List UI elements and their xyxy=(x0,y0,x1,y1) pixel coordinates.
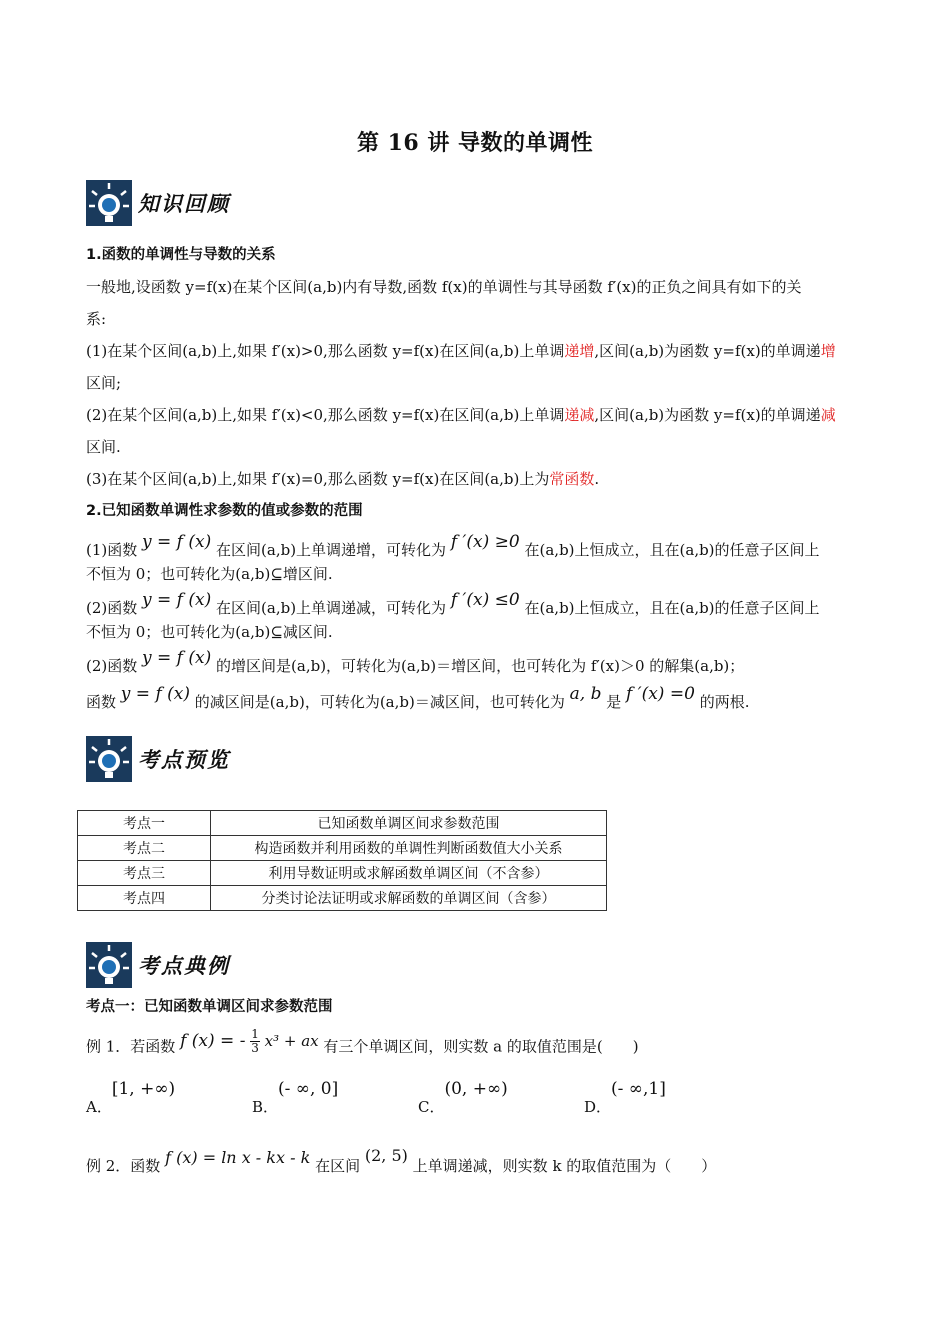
table-cell: 考点三 xyxy=(78,861,211,886)
highlight-text: 递增 xyxy=(564,342,595,360)
text-span: 的增区间是(a,b)，可转化为(a,b)＝增区间，也可转化为 f′(x)＞0 的解集(a,b)； xyxy=(216,657,745,675)
paragraph-line xyxy=(86,532,820,560)
highlight-text: 减 xyxy=(820,406,836,424)
table-cell: 分类讨论法证明或求解函数的单调区间（含参） xyxy=(211,886,607,911)
text-span: 例 2．函数 xyxy=(86,1157,161,1175)
section-heading: 1.函数的单调性与导数的关系 xyxy=(86,247,276,263)
option-c[interactable] xyxy=(418,1079,508,1116)
text-span: 在(a,b)上恒成立，且在(a,b)的任意子区间上 xyxy=(524,599,820,617)
paragraph-line xyxy=(86,469,599,489)
highlight-text: 常函数 xyxy=(549,470,595,488)
paragraph-line xyxy=(86,341,836,361)
table-cell: 考点四 xyxy=(78,886,211,911)
table-cell: 构造函数并利用函数的单调性判断函数值大小关系 xyxy=(211,836,607,861)
paragraph-line: 区间; xyxy=(86,374,122,392)
section-heading: 考点一：已知函数单调区间求参数范围 xyxy=(86,999,333,1015)
formula: x³ + ax xyxy=(264,1031,319,1050)
formula: y = f (x) xyxy=(142,590,212,610)
paragraph-line: 一般地,设函数 y=f(x)在某个区间(a,b)内有导数,函数 f(x)的单调性与其导函数 f′(x)的正负之间具有如下的关 xyxy=(86,278,802,296)
text-span: 函数 xyxy=(86,693,117,711)
option-b[interactable] xyxy=(252,1079,339,1116)
lightbulb-icon xyxy=(86,180,132,226)
formula: f ′(x) =0 xyxy=(626,684,695,704)
text-span: 上单调递减，则实数 k 的取值范围为（ ） xyxy=(412,1157,717,1175)
paragraph-line: 不恒为 0；也可转化为(a,b)⊆减区间. xyxy=(86,623,333,641)
banner-title: 知识回顾 xyxy=(138,192,230,216)
lightbulb-icon xyxy=(86,736,132,782)
paragraph-line xyxy=(86,405,836,425)
table-cell: 已知函数单调区间求参数范围 xyxy=(211,811,607,836)
fraction-denominator: 3 xyxy=(251,1041,259,1055)
text-span: (2)函数 xyxy=(86,657,138,675)
text-span: (2)在某个区间(a,b)上,如果 f′(x)<0,那么函数 y=f(x)在区间(a,b)上单调 xyxy=(86,406,565,424)
table-row xyxy=(78,811,607,836)
option-label: C． xyxy=(418,1098,445,1116)
option-value: (- ∞,1] xyxy=(611,1079,666,1099)
formula: f (x) = - xyxy=(180,1030,246,1051)
banner-title: 考点典例 xyxy=(138,954,230,978)
text-span: 是 xyxy=(606,693,622,711)
table-cell: 利用导数证明或求解函数单调区间（不含参） xyxy=(211,861,607,886)
formula: f (x) = ln x - kx - k xyxy=(165,1148,311,1167)
paragraph-line: 不恒为 0；也可转化为(a,b)⊆增区间. xyxy=(86,565,333,583)
option-label: B． xyxy=(252,1098,279,1116)
text-span: (2)函数 xyxy=(86,599,138,617)
formula: (2, 5) xyxy=(364,1146,408,1165)
text-span: (1)在某个区间(a,b)上,如果 f′(x)>0,那么函数 y=f(x)在区间(a,b)上单调 xyxy=(86,342,565,360)
paragraph-line xyxy=(86,648,745,676)
text-span: 在区间 xyxy=(315,1157,361,1175)
paragraph-line xyxy=(86,590,820,618)
text-span: 例 1．若函数 xyxy=(86,1037,176,1056)
formula: y = f (x) xyxy=(142,532,212,552)
formula: f ′(x) ≥0 xyxy=(450,532,520,552)
option-value: (0, +∞) xyxy=(444,1079,508,1099)
table-row xyxy=(78,861,607,886)
text-span: . xyxy=(594,470,600,488)
text-span: ,区间(a,b)为函数 y=f(x)的单调递 xyxy=(594,342,821,360)
highlight-text: 增 xyxy=(820,342,836,360)
formula: y = f (x) xyxy=(142,648,212,668)
text-span: 的两根. xyxy=(699,693,750,711)
text-span: 在(a,b)上恒成立，且在(a,b)的任意子区间上 xyxy=(524,541,820,559)
formula: y = f (x) xyxy=(120,684,191,704)
table-row xyxy=(78,836,607,861)
text-span: 的减区间是(a,b)，可转化为(a,b)＝减区间，也可转化为 xyxy=(194,693,565,711)
table-cell: 考点一 xyxy=(78,811,211,836)
paragraph-line xyxy=(86,684,750,712)
formula: a, b xyxy=(569,684,602,704)
option-value: [1, +∞) xyxy=(111,1079,176,1099)
page-title: 第 16 讲 导数的单调性 xyxy=(356,130,594,156)
section-banner-review xyxy=(86,180,230,226)
text-span: 在区间(a,b)上单调递减，可转化为 xyxy=(216,599,447,617)
text-span: 在区间(a,b)上单调递增，可转化为 xyxy=(216,541,447,559)
option-value: (- ∞, 0] xyxy=(278,1079,339,1099)
option-label: A． xyxy=(86,1098,112,1116)
option-a[interactable] xyxy=(86,1079,176,1116)
section-banner-preview xyxy=(86,736,230,782)
paragraph-line: 区间. xyxy=(86,438,121,456)
formula: f ′(x) ≤0 xyxy=(450,590,520,610)
fraction xyxy=(250,1028,260,1055)
paragraph-line: 系: xyxy=(86,310,107,328)
option-d[interactable] xyxy=(584,1079,666,1116)
text-span: 有三个单调区间，则实数 a 的取值范围是( ) xyxy=(323,1037,639,1056)
text-span: ,区间(a,b)为函数 y=f(x)的单调递 xyxy=(594,406,821,424)
topics-table xyxy=(77,810,607,911)
banner-title: 考点预览 xyxy=(138,748,230,772)
table-row xyxy=(78,886,607,911)
lightbulb-icon xyxy=(86,942,132,988)
section-banner-examples xyxy=(86,942,230,988)
text-span: (1)函数 xyxy=(86,541,138,559)
option-label: D． xyxy=(584,1098,612,1116)
table-cell: 考点二 xyxy=(78,836,211,861)
highlight-text: 递减 xyxy=(564,406,595,424)
section-heading: 2.已知函数单调性求参数的值或参数的范围 xyxy=(86,503,363,519)
fraction-numerator: 1 xyxy=(251,1027,259,1041)
example-2-question xyxy=(86,1146,717,1176)
example-1-question xyxy=(86,1027,639,1061)
text-span: (3)在某个区间(a,b)上,如果 f′(x)=0,那么函数 y=f(x)在区间(a,b)上为 xyxy=(86,470,550,488)
